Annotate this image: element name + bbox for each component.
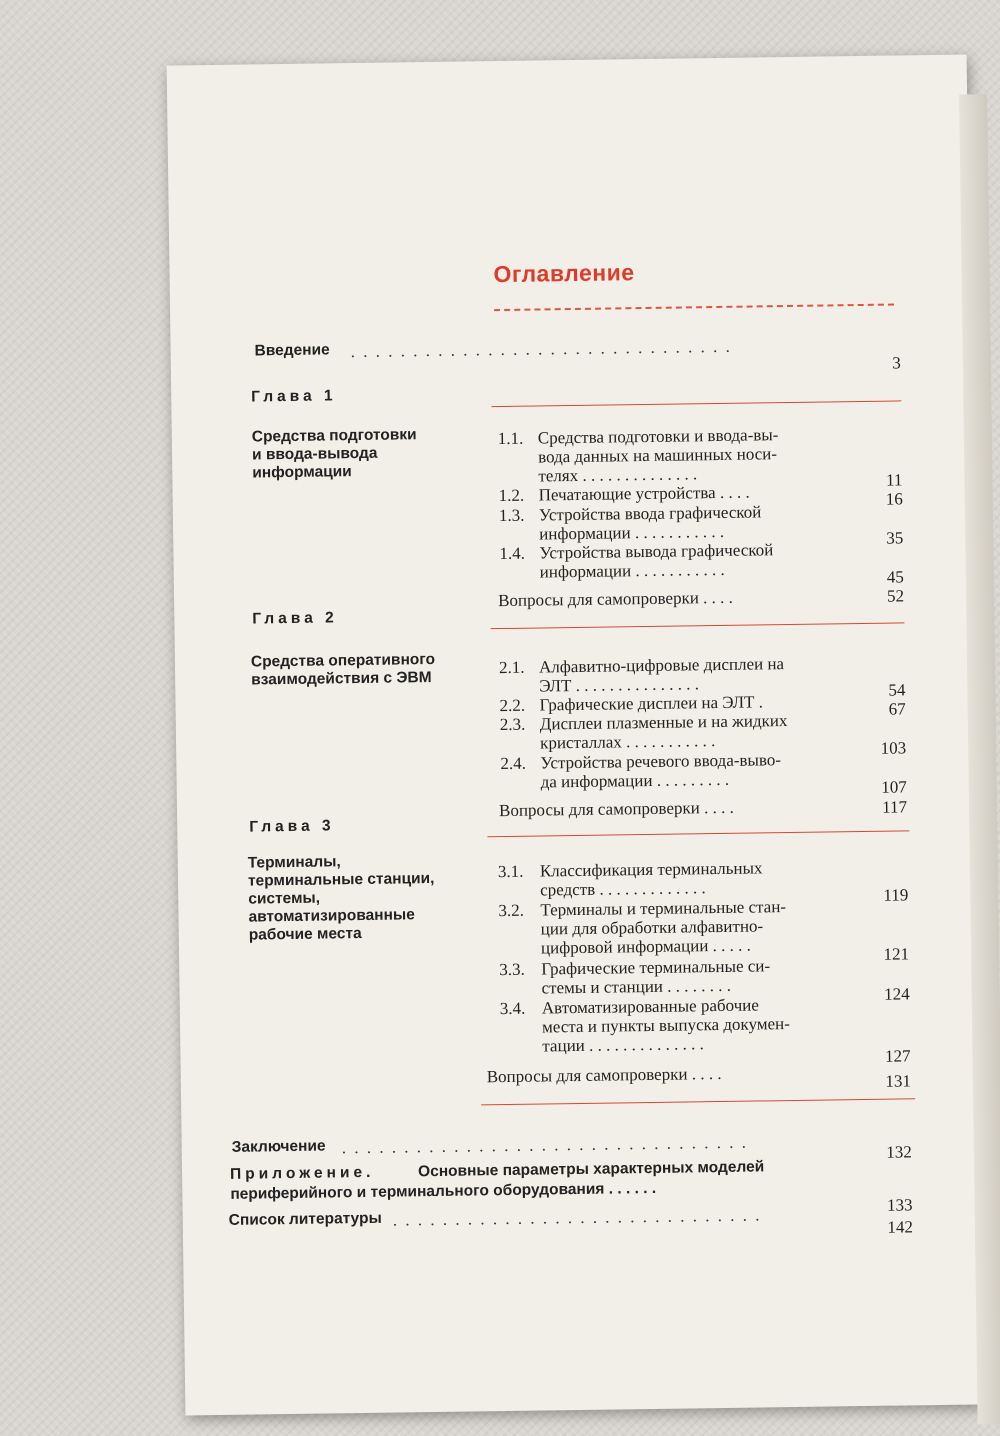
chapter1-rule <box>491 400 901 407</box>
entry-text: тации . . . . . . . . . . . . . . <box>542 1034 704 1056</box>
entry-page: 103 <box>880 738 907 758</box>
chapter3-title-line: терминальные станции, <box>247 869 435 890</box>
questions-label: Вопросы для самопроверки . . . . <box>497 587 733 611</box>
entry-page: 45 <box>886 567 904 587</box>
title-dashed-rule <box>494 304 894 312</box>
entry-text: Устройства ввода графической <box>538 502 762 525</box>
chapter1-title-line: информации <box>252 463 352 482</box>
entry-number: 3.4. <box>499 998 526 1019</box>
entry-text: стемы и станции . . . . . . . . <box>541 975 732 998</box>
entry-text: ции для обработки алфавитно- <box>540 916 764 939</box>
entry-number: 3.2. <box>498 900 525 921</box>
entry-text: средств . . . . . . . . . . . . . <box>540 878 706 900</box>
entry-number: 2.4. <box>500 753 527 774</box>
chapter3-heading: Глава 3 <box>249 817 335 836</box>
entry-text: Терминалы и терминальные стан- <box>540 897 787 920</box>
intro-page: 3 <box>892 353 901 373</box>
intro-label: Введение <box>254 341 330 360</box>
book-page <box>167 54 986 1415</box>
entry-text: кристаллах . . . . . . . . . . . <box>539 731 716 753</box>
bibliography-page: 142 <box>887 1217 914 1237</box>
chapter2-title-line: Средства оперативного <box>250 650 436 671</box>
entry-page: 54 <box>888 680 906 700</box>
entry-text: Устройства речевого ввода-выво- <box>540 750 782 773</box>
chapter2-rule <box>491 622 905 629</box>
entry-page: 35 <box>886 528 904 548</box>
chapter3-title-line: автоматизированные <box>248 906 415 926</box>
intro-dots: . . . . . . . . . . . . . . . . . . . . . . . . . . . . . . . <box>350 336 732 362</box>
entry-text: места и пункты выпуска докумен- <box>541 1014 790 1037</box>
entry-text: Графические терминальные си- <box>541 956 771 979</box>
toc-title: Оглавление <box>493 259 635 288</box>
questions-label: Вопросы для самопроверки . . . . <box>486 1064 722 1087</box>
closing-rule <box>481 1098 915 1105</box>
entry-page: 16 <box>885 489 903 509</box>
conclusion-page: 132 <box>886 1142 912 1162</box>
chapter2-title-line: взаимодействия с ЭВМ <box>251 669 432 689</box>
entry-text: Устройства вывода графической <box>539 540 774 563</box>
entry-text: цифровой информации . . . . . <box>540 935 751 958</box>
entry-number: 1.1. <box>497 428 524 449</box>
entry-page: 127 <box>884 1046 911 1066</box>
bibliography-label: Список литературы <box>228 1209 382 1229</box>
entry-page: 119 <box>883 885 909 905</box>
entry-text: да информации . . . . . . . . . <box>540 769 730 792</box>
conclusion-dots: . . . . . . . . . . . . . . . . . . . . . . . . . . . . . . . . . <box>341 1132 749 1158</box>
appendix-line2: периферийного и терминального оборудования . . . . . . <box>230 1179 657 1203</box>
entry-text: телях . . . . . . . . . . . . . . <box>538 464 698 486</box>
entry-number: 3.3. <box>499 959 525 980</box>
questions-page: 117 <box>882 797 908 817</box>
chapter3-title-line: рабочие места <box>248 925 362 944</box>
entry-text: информации . . . . . . . . . . . <box>539 521 725 544</box>
chapter1-title-line: Средства подготовки <box>251 426 417 446</box>
page-edge <box>959 94 1000 1424</box>
conclusion-label: Заключение <box>231 1137 326 1156</box>
entry-text: Алфавитно-цифровые дисплеи на <box>538 654 785 677</box>
chapter3-rule <box>487 830 909 837</box>
entry-text: Печатающие устройства . . . . <box>538 482 750 505</box>
entry-text: ЭЛТ . . . . . . . . . . . . . . . <box>539 674 700 696</box>
entry-page: 121 <box>883 944 910 964</box>
chapter1-title-line: и ввода-вывода <box>251 444 378 464</box>
questions-page: 131 <box>885 1071 911 1091</box>
entry-page: 107 <box>881 777 907 797</box>
entry-number: 1.3. <box>498 505 525 526</box>
appendix-page: 133 <box>886 1195 913 1215</box>
chapter1-heading: Глава 1 <box>251 387 337 406</box>
appendix-label: Приложение. <box>229 1163 375 1183</box>
entry-text: Средства подготовки и ввода-вы- <box>537 425 779 448</box>
entry-page: 67 <box>888 699 906 719</box>
entry-number: 2.1. <box>498 657 525 678</box>
appendix-line1: Основные параметры характерных моделей <box>417 1158 765 1181</box>
chapter2-heading: Глава 2 <box>252 609 338 628</box>
chapter3-title-line: системы, <box>248 889 321 908</box>
questions-label: Вопросы для самопроверки . . . . <box>498 797 734 821</box>
entry-text: Графические дисплеи на ЭЛТ . <box>539 692 764 715</box>
entry-number: 2.2. <box>499 695 526 716</box>
entry-text: Дисплеи плазменные и на жидких <box>539 711 788 734</box>
entry-number: 3.1. <box>497 861 524 882</box>
entry-text: Автоматизированные рабочие <box>541 995 759 1018</box>
bibliography-dots: . . . . . . . . . . . . . . . . . . . . . . . . . . . . . . <box>392 1205 762 1230</box>
entry-number: 1.4. <box>499 543 526 564</box>
entry-text: вода данных на машинных носи- <box>537 444 778 467</box>
questions-page: 52 <box>886 586 905 606</box>
chapter3-title-line: Терминалы, <box>247 853 341 872</box>
entry-text: информации . . . . . . . . . . . <box>539 559 725 582</box>
entry-text: Классификация терминальных <box>539 858 763 881</box>
entry-page: 11 <box>885 470 903 490</box>
entry-page: 124 <box>884 984 910 1004</box>
entry-number: 2.3. <box>499 714 526 735</box>
entry-number: 1.2. <box>498 485 525 506</box>
